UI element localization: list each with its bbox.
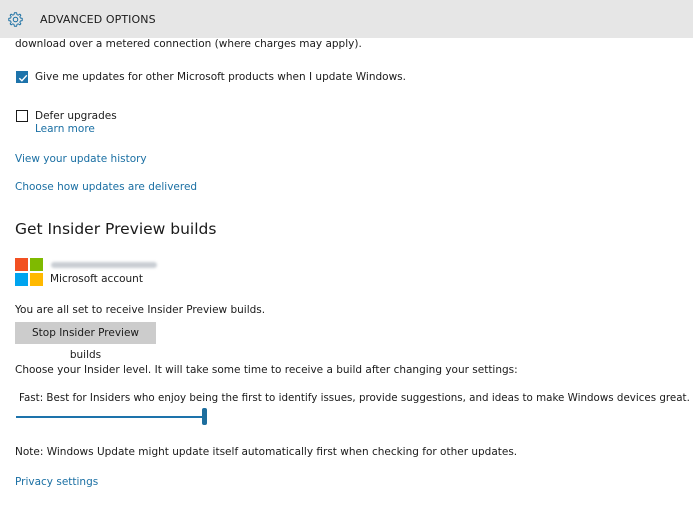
privacy-settings-link[interactable]: Privacy settings: [15, 476, 99, 488]
insider-level-prompt: Choose your Insider level. It will take some time to receive a build after changing your settings:: [15, 364, 518, 376]
metered-note: download over a metered connection (where charges may apply).: [15, 38, 362, 50]
page-header: [0, 0, 693, 38]
update-history-link[interactable]: View your update history: [15, 153, 147, 165]
slider-track[interactable]: [16, 416, 206, 418]
slider-thumb[interactable]: [202, 408, 207, 425]
update-note: Note: Windows Update might update itself automatically first when checking for other updates.: [15, 446, 518, 458]
learn-more-link[interactable]: Learn more: [35, 123, 95, 135]
gear-icon: [7, 11, 24, 28]
account-label: Microsoft account: [50, 273, 143, 285]
checkmark-icon: [17, 72, 29, 84]
microsoft-logo-icon: [15, 258, 43, 286]
logo-green-square: [30, 258, 43, 271]
logo-blue-square: [15, 273, 28, 286]
stop-insider-button[interactable]: Stop Insider Preview builds: [15, 322, 156, 344]
insider-heading: Get Insider Preview builds: [15, 220, 217, 238]
logo-red-square: [15, 258, 28, 271]
other-products-checkbox[interactable]: [16, 71, 28, 83]
logo-yellow-square: [30, 273, 43, 286]
update-delivery-link[interactable]: Choose how updates are delivered: [15, 181, 198, 193]
defer-upgrades-checkbox[interactable]: [16, 110, 28, 122]
insider-status: You are all set to receive Insider Preview builds.: [15, 304, 266, 316]
defer-upgrades-label[interactable]: Defer upgrades: [35, 110, 117, 122]
other-products-label[interactable]: Give me updates for other Microsoft products when I update Windows.: [35, 71, 406, 83]
account-email-redacted: [51, 262, 157, 268]
insider-level-description: Fast: Best for Insiders who enjoy being the first to identify issues, provide suggestions, and ideas to make Windows devices great.: [19, 392, 690, 404]
page-title: ADVANCED OPTIONS: [40, 13, 156, 26]
